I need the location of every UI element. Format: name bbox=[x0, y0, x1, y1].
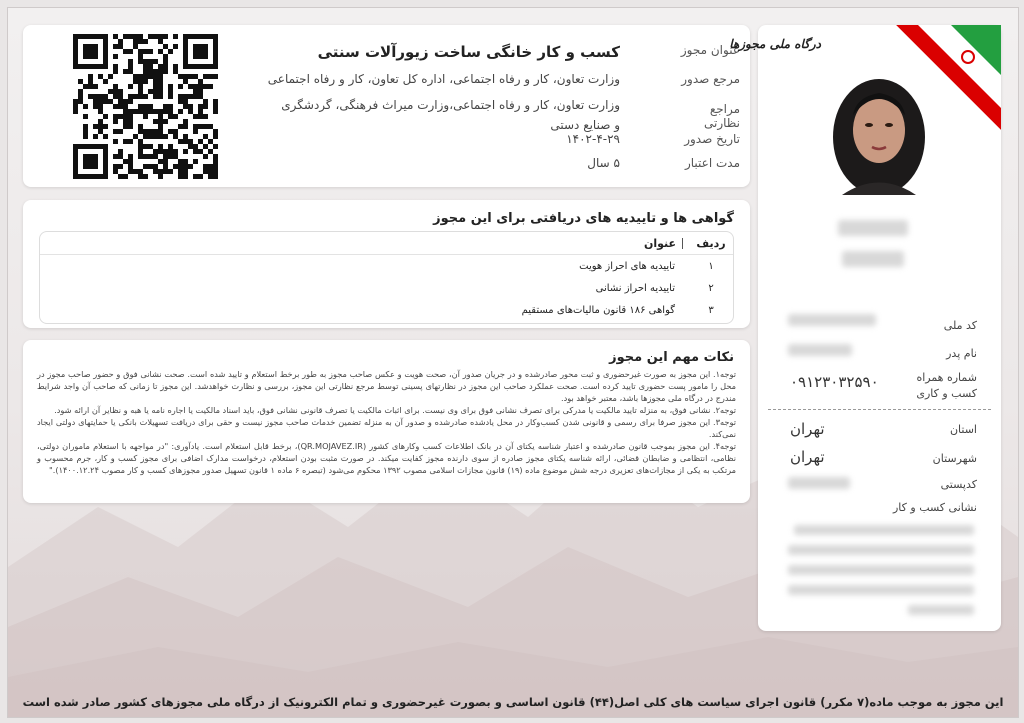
postal-code-redacted bbox=[788, 477, 850, 489]
supervisors-row bbox=[280, 95, 740, 135]
notes-heading: نکات مهم این مجوز bbox=[609, 350, 734, 365]
table-row bbox=[40, 277, 733, 299]
validity-row bbox=[587, 156, 740, 170]
name-redacted bbox=[838, 220, 908, 236]
license-info-card bbox=[23, 25, 750, 187]
national-id-redacted bbox=[788, 314, 876, 326]
column-title-header: عنوان bbox=[643, 236, 676, 250]
validity-label: مدت اعتبار bbox=[684, 156, 740, 170]
row-index: ۲ bbox=[708, 282, 714, 294]
address-redacted bbox=[794, 525, 974, 535]
father-name-redacted bbox=[788, 344, 852, 356]
profile-card bbox=[729, 25, 1001, 631]
license-title: کسب و کار خانگی ساخت زیورآلات سنتی bbox=[317, 43, 620, 61]
notes-card bbox=[23, 340, 750, 503]
address-redacted bbox=[908, 605, 974, 615]
issuer-value: وزارت تعاون، کار و رفاه اجتماعی، اداره کل تعاون، کار و رفاه اجتماعی bbox=[267, 72, 620, 86]
address-redacted bbox=[788, 545, 974, 555]
table-header bbox=[40, 232, 733, 255]
row-title: تاییدیه های احراز هویت bbox=[579, 260, 675, 272]
avatar bbox=[832, 75, 926, 195]
row-index: ۳ bbox=[708, 304, 714, 316]
surname-redacted bbox=[842, 251, 904, 267]
issue-date-label: تاریخ صدور bbox=[684, 132, 740, 146]
issuer-row bbox=[268, 72, 740, 86]
section-divider bbox=[768, 409, 991, 410]
title-label: عنوان مجوز bbox=[680, 43, 740, 57]
row-title: گواهی ۱۸۶ قانون مالیات‌های مستقیم bbox=[521, 304, 675, 316]
certificates-card bbox=[23, 200, 750, 328]
county-value: تهران bbox=[790, 448, 825, 466]
certificates-heading: گواهی ها و تاییدیه های دریافتی برای این مجوز bbox=[433, 211, 734, 226]
issue-date-row bbox=[566, 132, 740, 146]
footer-legal-text: این مجوز به موجب ماده(۷ مکرر) قانون اجرای سیاست های کلی اصل(۴۴) قانون اساسی و بصورت غیرحضوری و تمام الکترونیک از درگاه ملی مجوزهای کشور صادر شده است bbox=[22, 695, 1004, 709]
portal-logo: درگاه ملی مجوزها bbox=[729, 37, 821, 51]
province-label: استان bbox=[949, 423, 977, 436]
father-name-label: نام پدر bbox=[946, 347, 977, 360]
note-item: توجه۴. این مجوز بموجب قانون صادرشده و اعتبار شناسه یکتای آن در بانک اطلاعات کسب وکارهای کشور (QR.MOJAVEZ.IR)، برخط قابل استعلام است. یادآوری: "در مواجهه با استعلام ماموران دولتی، نظامی، انتظامی و ضابطان قضائی، ارائه شناسه یکتای مجوز صادره از سوی دارنده مجوز کفایت میکند. در صورت مثبت بودن استعلام، درخواست مدارک اضافی برای مجوز کسب و کار، جرم محسوب و مرتکب به یکی از مجازات‌های تعزیری درجه شش موضوع ماده (۱۹) قانون مجازات اسلامی مصوب ۱۳۹۲ محکوم می‌شود (تبصره ۶ ماده ۱ قانون تسهیل صدور مجوزهای کسب و کار مصوب ۱۴۰۰.۱۲.۲۴)." bbox=[37, 441, 736, 475]
issue-date-value: ۱۴۰۲-۴-۲۹ bbox=[566, 132, 620, 146]
issuer-label: مرجع صدور bbox=[681, 72, 740, 86]
note-item: توجه۲. نشانی فوق، به منزله تایید مالکیت یا مدرکی برای تصرف نشانی فوق برای وی نیست. برای اثبات مالکیت یا تصرف قانونی نشانی فوق، باید اسناد مالکیت یا اجاره نامه یا هبه و نظایر آن ارائه شود. bbox=[54, 405, 736, 415]
note-item: توجه۳. این مجوز صرفا برای رسمی و قانونی شدن کسب‌وکار در محل یادشده صادرشده و صدور آن به منزله تضمین خدمات صاحب مجوز نیست و حقی برای دریافت تسهیلات بانکی یا حمایتهای دولتی ایجاد نمی‌کند. bbox=[37, 417, 736, 439]
certificates-table bbox=[39, 231, 734, 324]
column-index-header: ردیف bbox=[696, 236, 726, 250]
national-id-label: کد ملی bbox=[943, 319, 977, 332]
notes-body bbox=[37, 368, 736, 476]
validity-value: ۵ سال bbox=[587, 156, 620, 170]
mobile-label: شماره همراه کسب و کاری bbox=[916, 371, 977, 400]
column-divider bbox=[682, 238, 683, 249]
license-document bbox=[7, 7, 1019, 718]
address-redacted bbox=[788, 565, 974, 575]
address-redacted bbox=[788, 585, 974, 595]
county-label: شهرستان bbox=[932, 452, 977, 465]
address-label: نشانی کسب و کار bbox=[892, 501, 977, 514]
qr-code[interactable] bbox=[73, 34, 218, 179]
title-row bbox=[318, 43, 740, 61]
supervisors-value: وزارت تعاون، کار و رفاه اجتماعی،وزارت میراث فرهنگی، گردشگری و صنایع دستی bbox=[281, 98, 620, 132]
supervisors-label: مراجع نظارتی bbox=[704, 102, 740, 130]
province-value: تهران bbox=[790, 420, 825, 438]
row-index: ۱ bbox=[708, 260, 714, 272]
table-row bbox=[40, 299, 733, 321]
row-title: تاییدیه احراز نشانی bbox=[595, 282, 675, 294]
mobile-value: ۰۹۱۲۳۰۳۲۵۹۰ bbox=[790, 373, 879, 391]
note-item: توجه۱. این مجوز به صورت غیرحضوری و ثبت محور صادرشده و در جریان صدور آن، صحت هویت و عکس صاحب مجوز به طور برخط استعلام و تایید شده است. صحت نشانی فوق و حضور صاحب مجوز در محل را مامور پست حضوری تایید کرده است. صحت عملکرد صاحب این مجوز در نظارتهای پسینی توسط مرجع نظارتی این مجوز، بررسی و نظارت خواهدشد. این مجوز تا زمانی که صاحب آن واجد شرایط مندرج در درگاه ملی مجوزها باشد، معتبر خواهد بود. bbox=[37, 369, 736, 403]
postal-code-label: کدپستی bbox=[940, 478, 977, 491]
table-row bbox=[40, 255, 733, 277]
